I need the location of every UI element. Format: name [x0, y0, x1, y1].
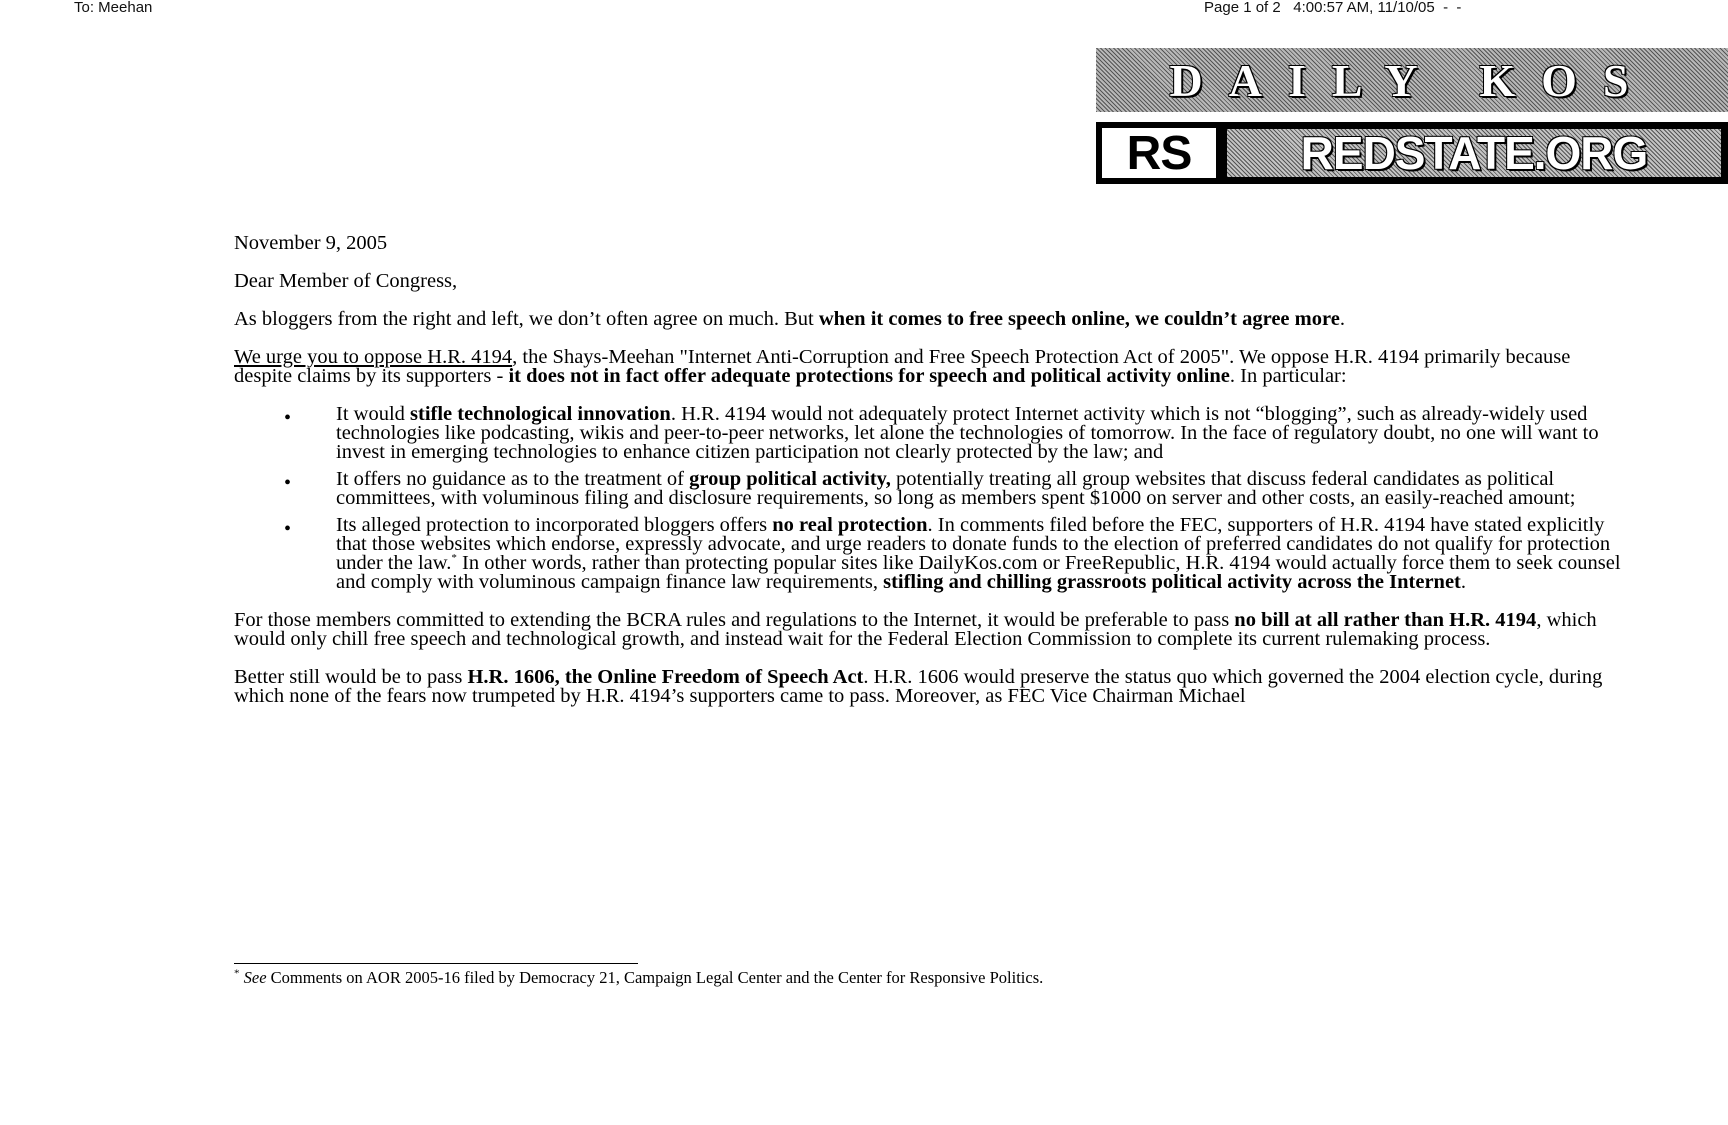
bold-run: stifling and chilling grassroots political activity across the Internet — [883, 571, 1461, 593]
fax-page-number: Page 1 of 2 — [1204, 0, 1281, 16]
bold-run: H.R. 1606, the Online Freedom of Speech Act — [467, 666, 864, 688]
text-run: . H.R. 4194 would not adequately protect Internet activity which is not “blogging”, such as already-widely used technologies like podcasting, wikis and peer-to-peer networks, let alone the technologies of tomorrow. In the face of regulatory doubt, no one will want to invest in emerging technologies to enhance citizen participation not clearly protected by the law; and — [336, 403, 1599, 463]
text-run: . In particular: — [1229, 365, 1347, 387]
text-run: . H.R. 1606 would preserve the status quo which governed the 2004 election cycle, during which none of the fears now trumpeted by H.R. 4194’s supporters came to pass. Moreover, as FEC Vice Chairman Michael — [234, 666, 1603, 707]
bold-run: it does not in fact offer adequate protections for speech and political activity online — [508, 365, 1230, 387]
text-run: potentially treating all group websites that discuss federal candidates as political committees, with voluminous filing and disclosure requirements, so long as members spent $1000 on server and other costs, an easily-reached amount; — [336, 468, 1576, 509]
bold-run: stifle technological innovation — [410, 403, 671, 425]
footnote-see: See — [243, 968, 267, 987]
bullet-icon: • — [284, 518, 292, 540]
bullet-icon: • — [284, 472, 292, 494]
bullet-icon: • — [284, 407, 292, 429]
fax-trail: - - — [1443, 0, 1462, 16]
list-item — [234, 516, 1624, 592]
redstate-logo — [1096, 122, 1728, 184]
text-run: . In comments filed before the FEC, supporters of H.R. 4194 have stated explicitly that those websites which endorse, expressly advocate, and urge readers to donate funds to the election of preferred candidates do not qualify for protection under the law. — [336, 514, 1611, 574]
letter-body — [234, 234, 1624, 725]
letter-date: November 9, 2005 — [234, 232, 388, 254]
text-run: Its alleged protection to incorporated bloggers offers — [336, 514, 773, 536]
footnote-marker: * — [451, 552, 457, 565]
letterhead-logos — [1096, 48, 1728, 184]
redstate-site-name: REDSTATE.ORG — [1227, 129, 1721, 177]
paragraph-intro — [234, 310, 1624, 329]
text-run: It offers no guidance as to the treatment of — [336, 468, 690, 490]
text-run: . — [1339, 308, 1345, 330]
text-run: It would — [336, 403, 411, 425]
bold-run: group political activity, — [689, 468, 891, 490]
footnote — [234, 967, 1614, 987]
salutation: Dear Member of Congress, — [234, 270, 458, 292]
bold-run: when it comes to free speech online, we couldn’t agree more — [818, 308, 1340, 330]
footnote-marker: * — [234, 967, 240, 980]
rs-mark: RS — [1099, 125, 1219, 181]
bold-run: no real protection — [772, 514, 928, 536]
text-run: As bloggers from the right and left, we don’t often agree on much. But — [234, 308, 819, 330]
daily-kos-logo: DAILY KOS — [1096, 48, 1728, 112]
bullet-list — [234, 405, 1624, 592]
text-run: Better still would be to pass — [234, 666, 468, 688]
fax-timestamp: 4:00:57 AM, 11/10/05 — [1293, 0, 1435, 16]
text-run: , which would only chill free speech and technological growth, and instead wait for the Federal Election Commission to complete its current rulemaking process. — [234, 609, 1597, 650]
fax-recipient: To: Meehan — [74, 0, 153, 16]
fax-header — [0, 0, 1728, 18]
text-run: For those members committed to extending the BCRA rules and regulations to the Internet, it would be preferable to pass — [234, 609, 1235, 631]
text-run: . — [1460, 571, 1467, 593]
footnote-divider — [234, 963, 638, 964]
paragraph-bcra — [234, 611, 1624, 649]
paragraph-hr1606 — [234, 668, 1624, 706]
fax-page-info — [1204, 0, 1461, 15]
bold-run: no bill at all rather than H.R. 4194 — [1234, 609, 1537, 631]
paragraph-urge — [234, 348, 1624, 386]
underlined-run: We urge you to oppose H.R. 4194 — [234, 346, 513, 368]
text-run: , the Shays-Meehan "Internet Anti-Corruption and Free Speech Protection Act of 2005". We oppose H.R. 4194 primarily because despite claims by its supporters - — [234, 346, 1571, 387]
text-run: In other words, rather than protecting popular sites like DailyKos.com or FreeRepublic, H.R. 4194 would actually force them to seek counsel and comply with voluminous campaign finance law requirements, — [336, 552, 1621, 593]
list-item — [234, 470, 1624, 508]
list-item — [234, 405, 1624, 462]
footnote-text: Comments on AOR 2005-16 filed by Democracy 21, Campaign Legal Center and the Center for Responsive Politics. — [266, 968, 1044, 987]
